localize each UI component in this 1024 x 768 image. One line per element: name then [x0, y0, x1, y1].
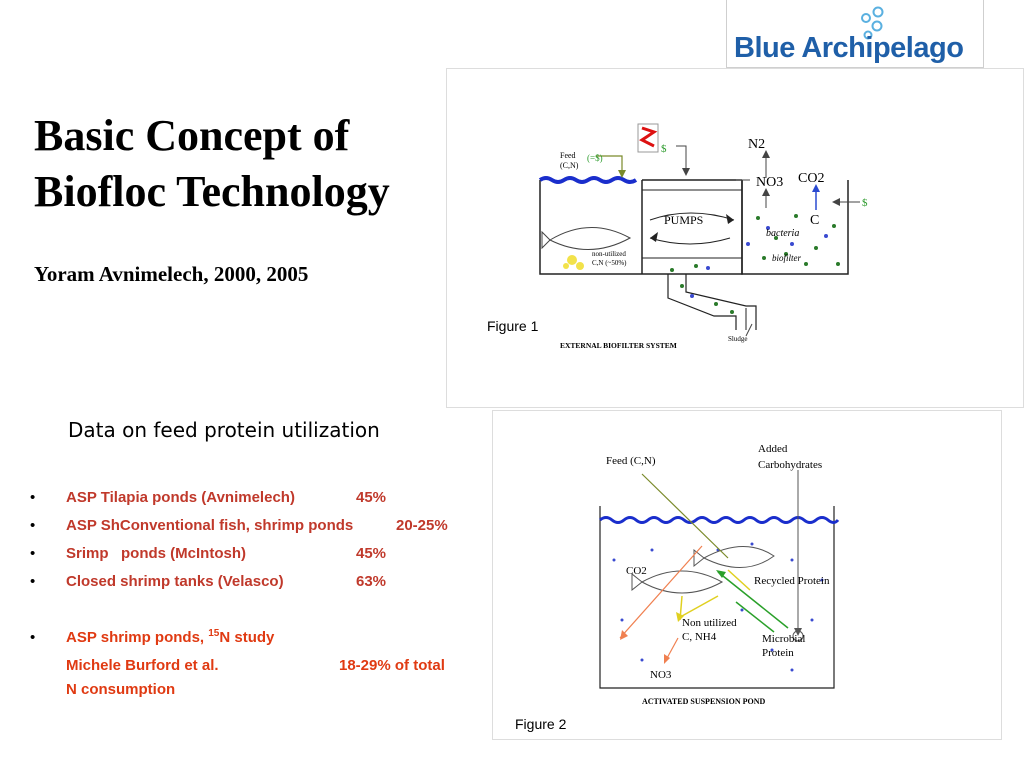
fig2-system-label: ACTIVATED SUSPENSION POND — [642, 697, 766, 706]
list-item-value: 20-25% — [396, 517, 448, 534]
study-detail-row-cont — [30, 676, 480, 704]
bullet-dot: • — [30, 629, 36, 646]
figure-1-caption: Figure 1 — [487, 318, 539, 334]
page-subtitle: Yoram Avnimelech, 2000, 2005 — [34, 262, 309, 286]
protein-utilization-list — [30, 484, 480, 704]
study-author: Michele Burford et al. — [66, 657, 219, 674]
bullet-dot: • — [30, 489, 36, 506]
study-label: ASP shrimp ponds, $^{15}$N study — [66, 628, 275, 646]
fig2-carbohydrates-label: Carbohydrates — [758, 459, 823, 471]
figure-2-caption: Figure 2 — [515, 716, 567, 732]
bullet-dot: • — [30, 573, 36, 590]
fig1-dollar-1: $ — [661, 143, 667, 155]
fig2-recycled-label: Recycled Protein — [754, 575, 830, 587]
fig1-feed-cn-label: (C,N) — [560, 161, 579, 170]
fig2-feed-label: Feed (C,N) — [606, 455, 656, 467]
fig1-dollar-2: $ — [862, 197, 868, 209]
fig1-co2-label: CO2 — [798, 171, 825, 186]
fig1-bacteria-label: bacteria — [766, 228, 800, 239]
fig1-feed-label: Feed — [560, 151, 576, 160]
fig1-c-label: C — [810, 213, 820, 228]
fig2-nonutil-label-1: Non utilized — [682, 617, 737, 629]
fig2-nonutil-label-2: C, NH4 — [682, 631, 717, 643]
fig2-added-label: Added — [758, 443, 788, 455]
fig1-nonutil-cn-label: C,N (~50%) — [592, 259, 627, 267]
fig1-feed-cost-label: (=$) — [587, 153, 603, 163]
bullet-dot: • — [30, 517, 36, 534]
fig1-no3-label: NO3 — [756, 175, 784, 190]
list-item-label: ASP ShConventional fish, shrimp ponds — [66, 517, 354, 534]
list-item-value: 63% — [356, 573, 387, 590]
list-item-value: 45% — [356, 489, 387, 506]
fig2-no3-label: NO3 — [650, 669, 672, 681]
fig1-system-label: EXTERNAL BIOFILTER SYSTEM — [560, 341, 677, 350]
fig1-n2-label: N2 — [748, 137, 766, 152]
bullet-dot: • — [30, 545, 36, 562]
list-item-label: Closed shrimp tanks (Velasco) — [66, 573, 284, 590]
title-line-1: Basic Concept of — [34, 111, 350, 160]
list-item-value: 45% — [356, 545, 387, 562]
section-heading: Data on feed protein utilization — [68, 418, 380, 442]
list-item — [30, 540, 480, 568]
fig1-pumps-label: PUMPS — [664, 213, 704, 227]
list-item — [30, 484, 480, 512]
list-item — [30, 512, 480, 540]
logo-wordmark: Blue Archipelago — [734, 32, 964, 64]
fig2-co2-label: CO2 — [626, 565, 647, 577]
figure-1-diagram — [446, 68, 1024, 408]
title-line-2: Biofloc Technology — [34, 167, 390, 216]
list-item-study — [30, 624, 480, 652]
page-title — [34, 108, 454, 220]
figure-2-diagram — [492, 410, 1002, 740]
fig2-microbial-label-2: Protein — [762, 647, 794, 659]
study-value: 18-29% of total — [339, 657, 445, 674]
list-item-label: ASP Tilapia ponds (Avnimelech) — [66, 489, 295, 506]
fig1-sludge-label: Sludge — [728, 335, 748, 343]
fig1-biofilter-label: biofilter — [772, 253, 801, 263]
list-item — [30, 568, 480, 596]
study-value-cont: N consumption — [66, 681, 176, 698]
fig2-microbial-label-1: Microbial — [762, 633, 806, 645]
list-item-label: Srimp ponds (McIntosh) — [66, 545, 246, 562]
fig1-nonutil-label: non-utilized — [592, 250, 626, 258]
